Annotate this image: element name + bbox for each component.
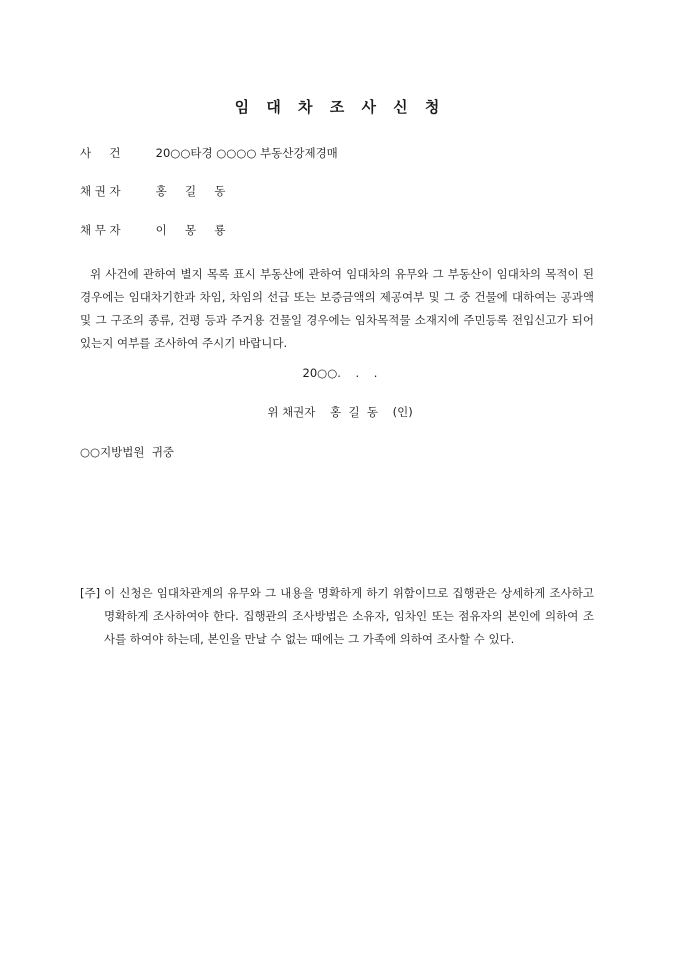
case-value: 20○○타경 ○○○○ 부동산강제경매: [155, 146, 338, 160]
footnote-text: 이 신청은 임대차관계의 유무와 그 내용을 명확하게 하기 위함이므로 집행관은 상세하게 조사하고 명확하게 조사하여야 한다. 집행관의 조사방법은 소유자, 임차인 또는 점유자의 본인에 의하여 조사를 하여야 하는데, 본인을 만날 수 없는 때에는 그 가족에 의하여 조사할 수 있다.: [104, 586, 594, 646]
case-label: 사 건: [80, 146, 121, 160]
court-addressee: ○○지방법원 귀중: [80, 445, 175, 459]
creditor-value: 홍 길 동: [155, 184, 226, 198]
footnote: [80, 582, 594, 651]
debtor-value: 이 몽 룡: [155, 223, 226, 237]
document-title: 임 대 차 조 사 신 청: [234, 98, 446, 116]
debtor-field: [80, 222, 226, 238]
footnote-mark: [주]: [80, 586, 101, 600]
creditor-label: 채 권 자: [80, 184, 121, 198]
request-date: 20○○. . .: [302, 366, 378, 380]
case-field: [80, 145, 338, 161]
request-body: 위 사건에 관하여 별지 목록 표시 부동산에 관하여 임대차의 유무와 그 부동산이 임대차의 목적이 된 경우에는 임대차기한과 차임, 차임의 선급 또는 보증금액의 제공여부 및 그 중 건물에 대하여는 공과액 및 그 구조의 종류, 건평 등과 주거용 건물일 경우에는 임차목적물 소재지에 주민등록 전입신고가 되어 있는지 여부를 조사하여 주시기 바랍니다.: [80, 267, 594, 350]
debtor-label: 채 무 자: [80, 223, 121, 237]
creditor-field: [80, 183, 226, 199]
signer-line: 위 채권자 홍 길 동 (인): [267, 405, 413, 419]
